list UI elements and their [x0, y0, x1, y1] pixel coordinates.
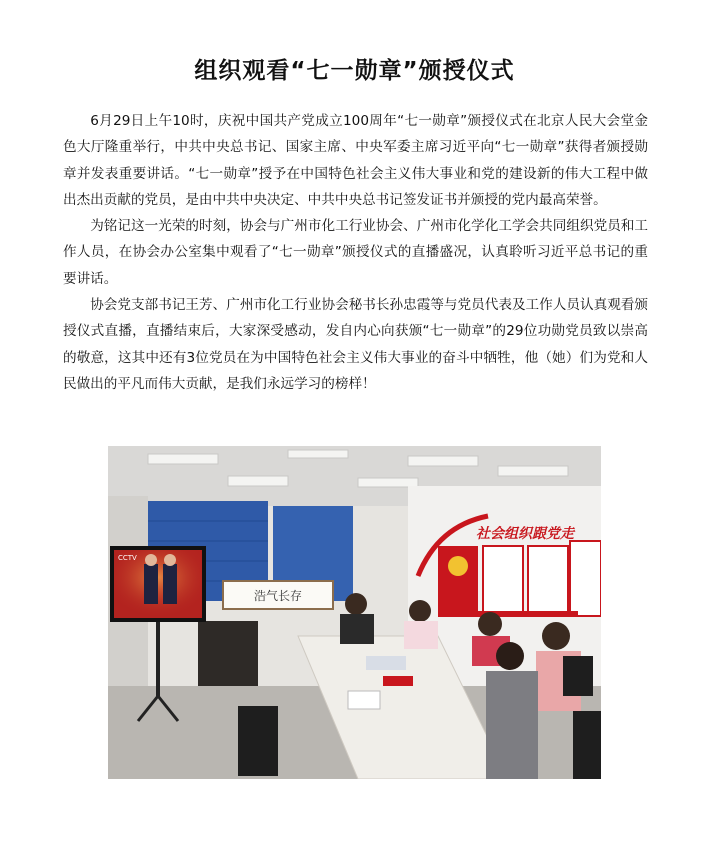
article-title: 组织观看“七一勋章”颁授仪式 [194, 58, 515, 84]
tv-logo: CCTV [118, 554, 137, 562]
meeting-photo [108, 446, 601, 779]
wall-slogan: 社会组织跟党走 [476, 526, 574, 542]
paragraph: 为铭记这一光荣的时刻，协会与广州市化工行业协会、广州市化学化工学会共同组织党员和工作人员，在协会办公室集中观看了“七一勋章”颁授仪式的直播盛况，认真聆听习近平总书记的重要讲话。 [63, 218, 648, 287]
paragraph: 6月29日上午10时，庆祝中国共产党成立100周年“七一勋章”颁授仪式在北京人民大会堂金色大厅隆重举行，中共中央总书记、国家主席、中央军委主席习近平向“七一勋章”获得者颁授勋章并发表重要讲话。“七一勋章”授予在中国特色社会主义伟大事业和党的建设新的伟大工程中做出杰出贡献的党员，是由中共中央决定、中共中央总书记签发证书并颁授的党内最高荣誉。 [63, 113, 648, 208]
paragraph: 协会党支部书记王芳、广州市化工行业协会秘书长孙忠霞等与党员代表及工作人员认真观看颁授仪式直播，直播结束后，大家深受感动，发自内心向获颁“七一勋章”的29位功勋党员致以崇高的敬意，这其中还有3位党员在为中国特色社会主义伟大事业的奋斗中牺牲，他（她）们为党和人民做出的平凡而伟大贡献，是我们永远学习的榜样！ [63, 297, 648, 392]
calligraphy-text: 浩气长存 [253, 589, 303, 603]
article-body [63, 108, 648, 397]
